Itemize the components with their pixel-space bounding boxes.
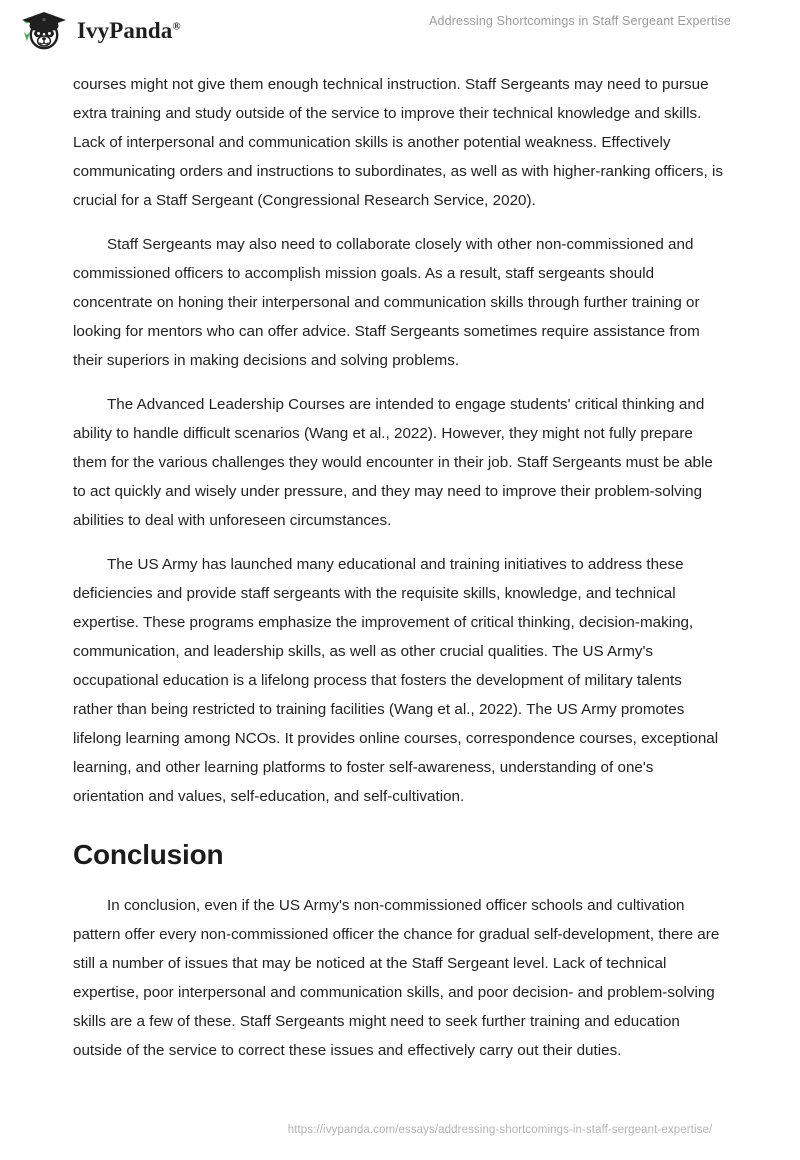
panda-graduate-logo-icon <box>18 8 70 52</box>
paragraph: The US Army has launched many educational and training initiatives to address these deficiencies and provide staff sergeants with the requisite skills, knowledge, and technical expertise. These programs emphasize the improvement of critical thinking, decision-making, communication, and leadership skills, as well as other crucial qualities. The US Army's occupational education is a lifelong process that fosters the development of military talents rather than being restricted to training facilities (Wang et al., 2022). The US Army promotes lifelong learning among NCOs. It provides online courses, correspondence courses, exceptional learning, and other learning platforms to foster self-awareness, understanding of one's orientation and values, self-education, and self-cultivation. <box>73 556 719 805</box>
section-heading-conclusion: Conclusion <box>73 839 224 870</box>
paragraph: In conclusion, even if the US Army's non-commissioned officer schools and cultivation pattern offer every non-commissioned officer the chance for gradual self-development, there are still a number of issues that may be noticed at the Staff Sergeant level. Lack of technical expertise, poor interpersonal and communication skills, and poor decision- and problem-solving skills are a few of these. Staff Sergeants might need to seek further training and education outside of the service to correct these issues and effectively carry out their duties. <box>73 897 720 1059</box>
paragraph: courses might not give them enough technical instruction. Staff Sergeants may need to pursue extra training and study outside of the service to improve their technical knowledge and skills. Lack of interpersonal and communication skills is another potential weakness. Effectively communicating orders and instructions to subordinates, as well as with higher-ranking officers, is crucial for a Staff Sergeant (Congressional Research Service, 2020). <box>73 76 723 209</box>
page-footer <box>0 1120 800 1138</box>
paragraph: The Advanced Leadership Courses are intended to engage students' critical thinking and ability to handle difficult scenarios (Wang et al., 2022). However, they might not fully prepare them for the various challenges they would encounter in their job. Staff Sergeants must be able to act quickly and wisely under pressure, and they may need to improve their problem-solving abilities to deal with unforeseen circumstances. <box>73 396 713 529</box>
brand-wordmark <box>77 19 181 42</box>
paragraph: Staff Sergeants may also need to collaborate closely with other non-commissioned and commissioned officers to accomplish mission goals. As a result, staff sergeants should concentrate on honing their interpersonal and communication skills through further training or looking for mentors who can offer advice. Staff Sergeants sometimes require assistance from their superiors in making decisions and solving problems. <box>73 236 700 369</box>
brand-wordmark-text: IvyPanda <box>77 17 173 43</box>
document-body <box>73 70 724 1080</box>
page-header <box>0 0 800 58</box>
document-title-header: Addressing Shortcomings in Staff Sergeant Expertise <box>428 14 732 28</box>
source-url-link[interactable]: https://ivypanda.com/essays/addressing-shortcomings-in-staff-sergeant-expertise/ <box>287 1124 713 1136</box>
brand-link[interactable] <box>18 8 181 52</box>
registered-mark-icon: ® <box>172 19 181 32</box>
